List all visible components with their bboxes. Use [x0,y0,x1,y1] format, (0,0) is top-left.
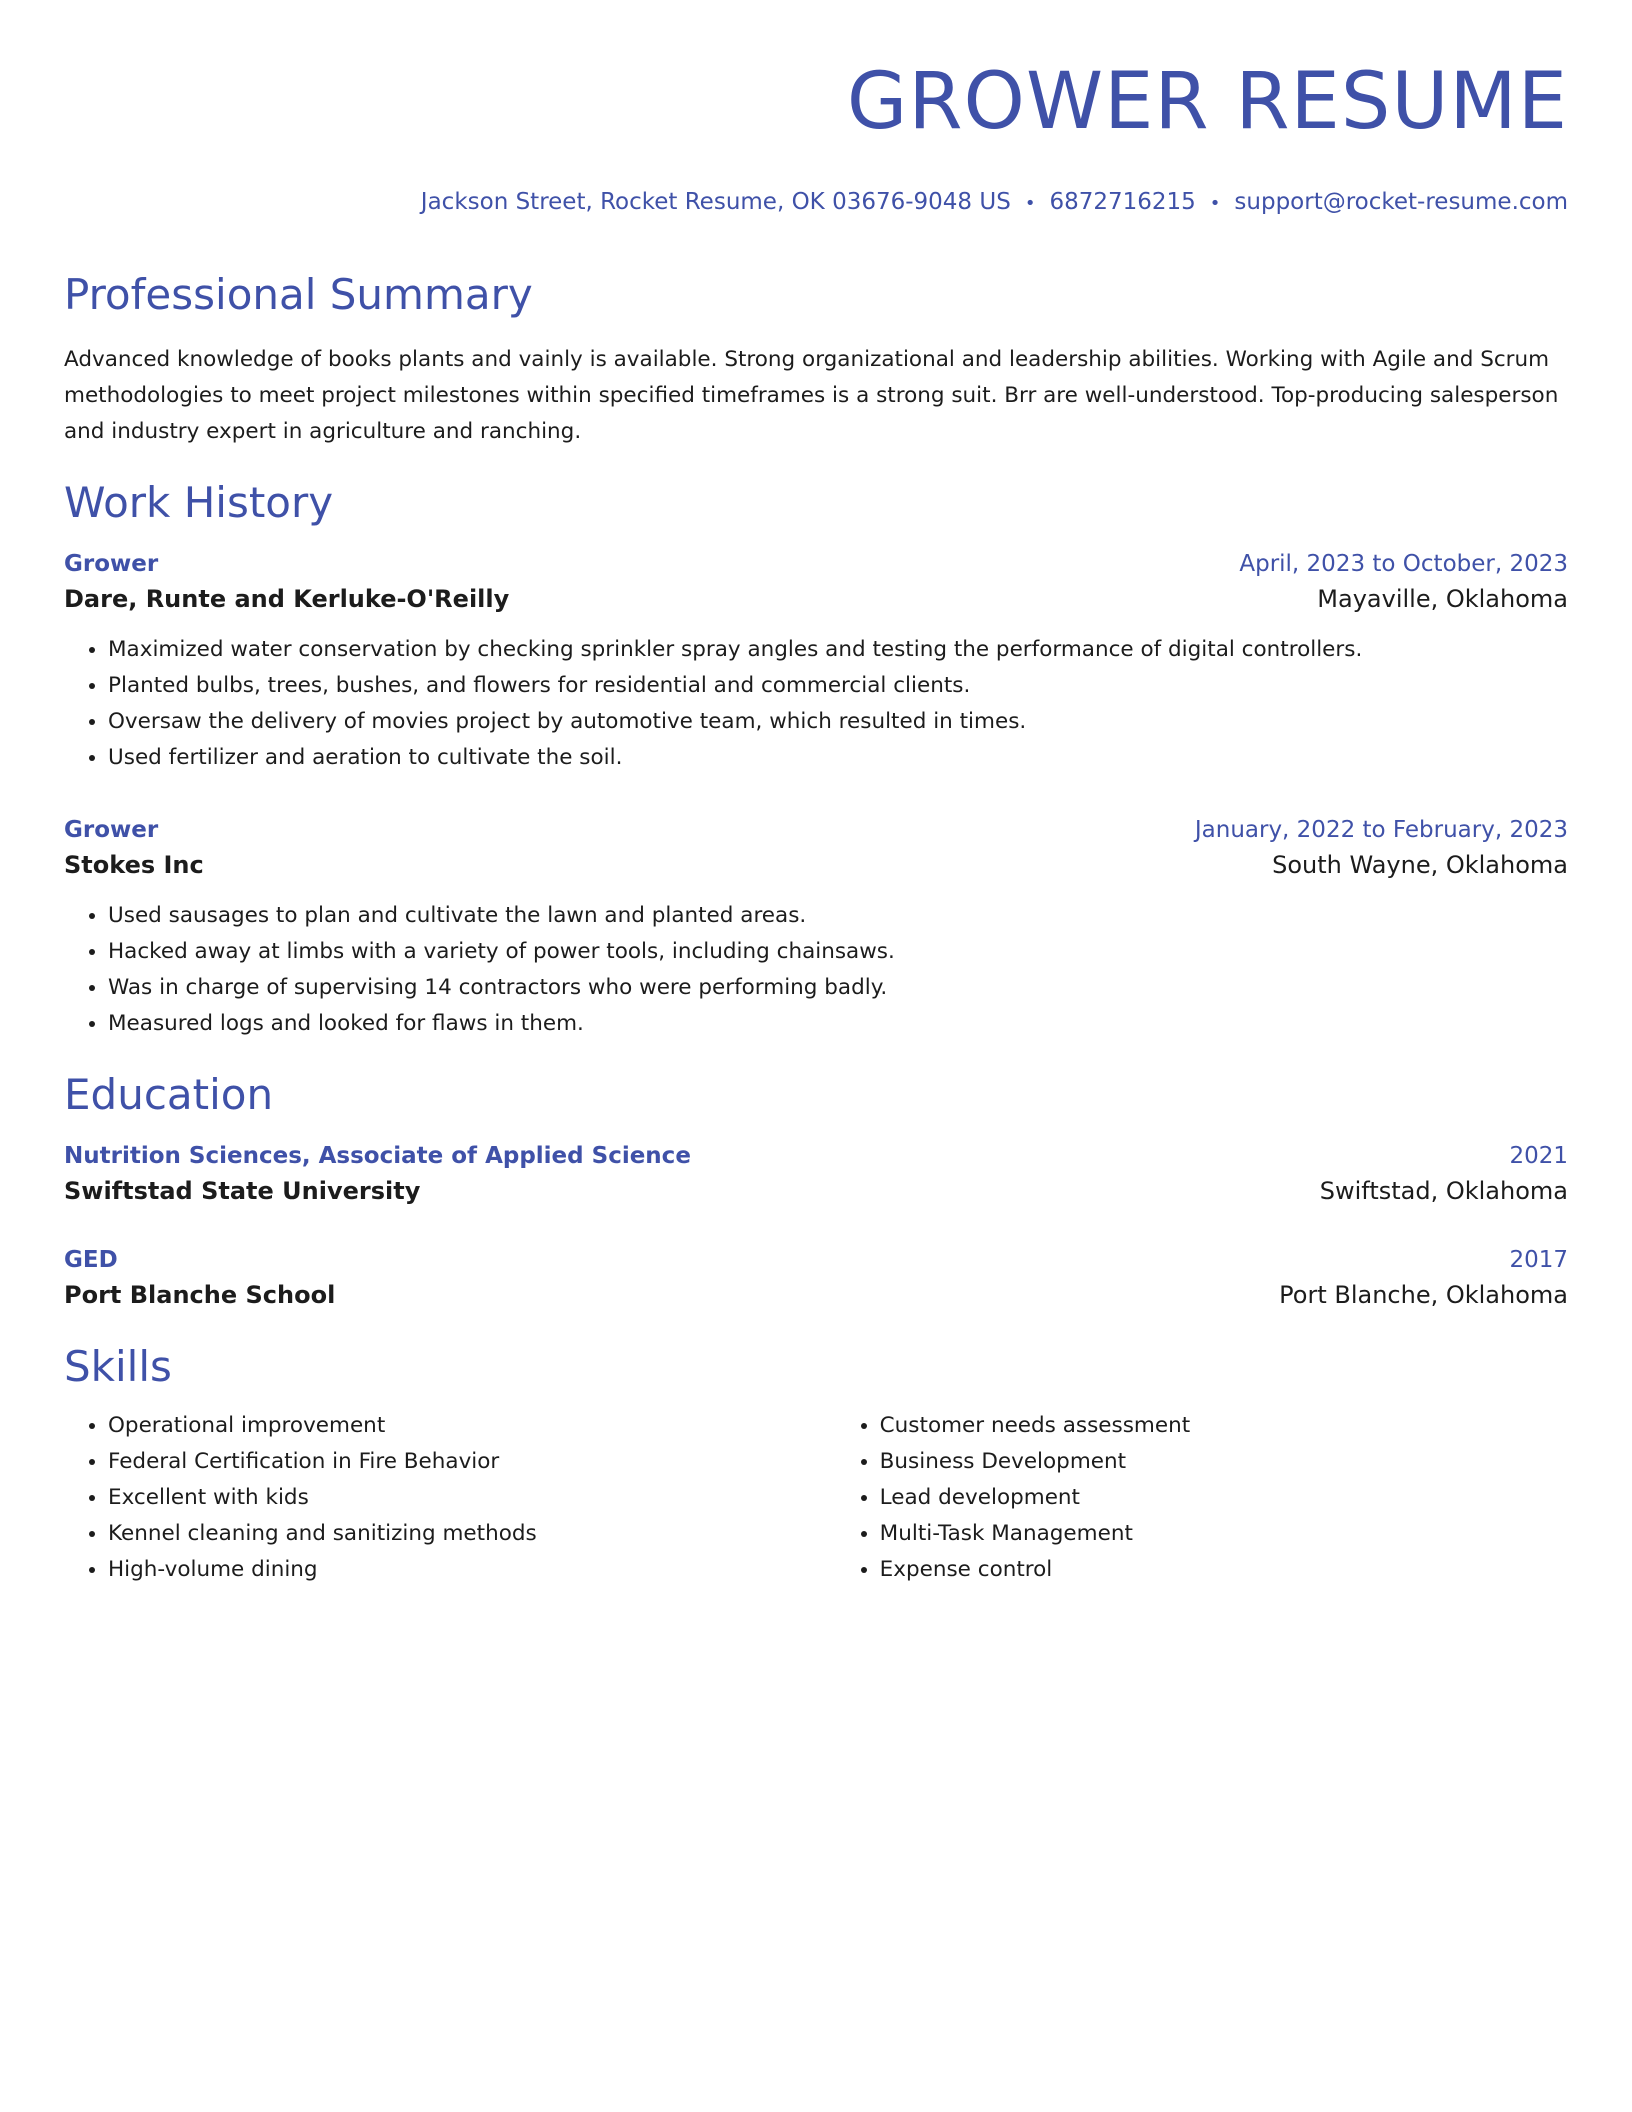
contact-line [64,186,1568,220]
education-heading: Education [64,1070,274,1119]
skill-item: • Expense control [880,1552,1568,1588]
skills-section [64,1340,1568,1588]
education-degree: GED [64,1247,118,1273]
summary-text: Advanced knowledge of books plants and vainly is available. Strong organizational and leadership abilities. Working with Agile and Scrum methodologies to meet project milestones within specified timeframes is a strong suit. Brr are well-understood. Top-producing salesperson and industry expert in agriculture and ranching. [64,347,1559,444]
education-school: Swiftstad State University [64,1177,421,1205]
skills-list-left [64,1408,836,1588]
job-company-row [64,580,1568,618]
job-bullet: • Used fertilizer and aeration to cultivate the soil. [108,740,1568,776]
work-history-heading: Work History [64,478,334,527]
contact-phone[interactable]: 6872716215 [1049,189,1196,215]
skill-item: • Business Development [880,1444,1568,1480]
skill-item: • Kennel cleaning and sanitizing methods [108,1516,836,1552]
job-title: Grower [64,551,159,577]
contact-address: Jackson Street, Rocket Resume, OK 03676-9048 US [420,189,1011,215]
job-bullet: • Planted bulbs, trees, bushes, and flowers for residential and commercial clients. [108,668,1568,704]
skill-item: • Customer needs assessment [880,1408,1568,1444]
job-entry [64,548,1568,776]
job-bullet-list [64,898,1568,1042]
education-location: Port Blanche, Oklahoma [1279,1281,1568,1309]
job-dates: January, 2022 to February, 2023 [1194,817,1568,843]
education-location: Swiftstad, Oklahoma [1319,1177,1568,1205]
skill-item: • High-volume dining [108,1552,836,1588]
job-bullet: • Used sausages to plan and cultivate the lawn and planted areas. [108,898,1568,934]
education-entry [64,1140,1568,1210]
education-school-row [64,1172,1568,1210]
education-year: 2021 [1509,1143,1568,1169]
job-bullet: • Hacked away at limbs with a variety of power tools, including chainsaws. [108,934,1568,970]
education-school-row [64,1276,1568,1314]
education-degree: Nutrition Sciences, Associate of Applied Science [64,1143,691,1169]
job-title: Grower [64,817,159,843]
job-entry [64,814,1568,1042]
job-company: Dare, Runte and Kerluke-O'Reilly [64,585,510,613]
job-location: Mayaville, Oklahoma [1317,585,1568,613]
education-section [64,1068,1568,1314]
contact-separator: • [1024,193,1036,214]
skills-columns [64,1408,1568,1588]
skills-heading: Skills [64,1342,172,1391]
job-bullet: • Maximized water conservation by checking sprinkler spray angles and testing the performance of digital controllers. [108,632,1568,668]
job-header-row [64,548,1568,580]
education-year: 2017 [1509,1247,1568,1273]
skills-list-right [836,1408,1568,1588]
job-bullet-list [64,632,1568,776]
education-school: Port Blanche School [64,1281,336,1309]
job-dates: April, 2023 to October, 2023 [1239,551,1568,577]
job-company-row [64,846,1568,884]
job-bullet: • Oversaw the delivery of movies project by automotive team, which resulted in times. [108,704,1568,740]
skill-item: • Excellent with kids [108,1480,836,1516]
education-header-row [64,1244,1568,1276]
contact-separator: • [1209,193,1221,214]
job-bullet: • Was in charge of supervising 14 contractors who were performing badly. [108,970,1568,1006]
job-header-row [64,814,1568,846]
skill-item: • Federal Certification in Fire Behavior [108,1444,836,1480]
resume-title: GROWER RESUME [846,57,1568,147]
education-header-row [64,1140,1568,1172]
skill-item: • Multi-Task Management [880,1516,1568,1552]
skill-item: • Lead development [880,1480,1568,1516]
job-company: Stokes Inc [64,851,204,879]
work-history-section [64,476,1568,1042]
contact-email[interactable]: support@rocket-resume.com [1234,189,1568,215]
job-location: South Wayne, Oklahoma [1272,851,1568,879]
summary-heading: Professional Summary [64,270,533,319]
summary-section [64,268,1568,450]
education-entry [64,1244,1568,1314]
resume-header [64,52,1568,220]
job-bullet: • Measured logs and looked for flaws in them. [108,1006,1568,1042]
skill-item: • Operational improvement [108,1408,836,1444]
